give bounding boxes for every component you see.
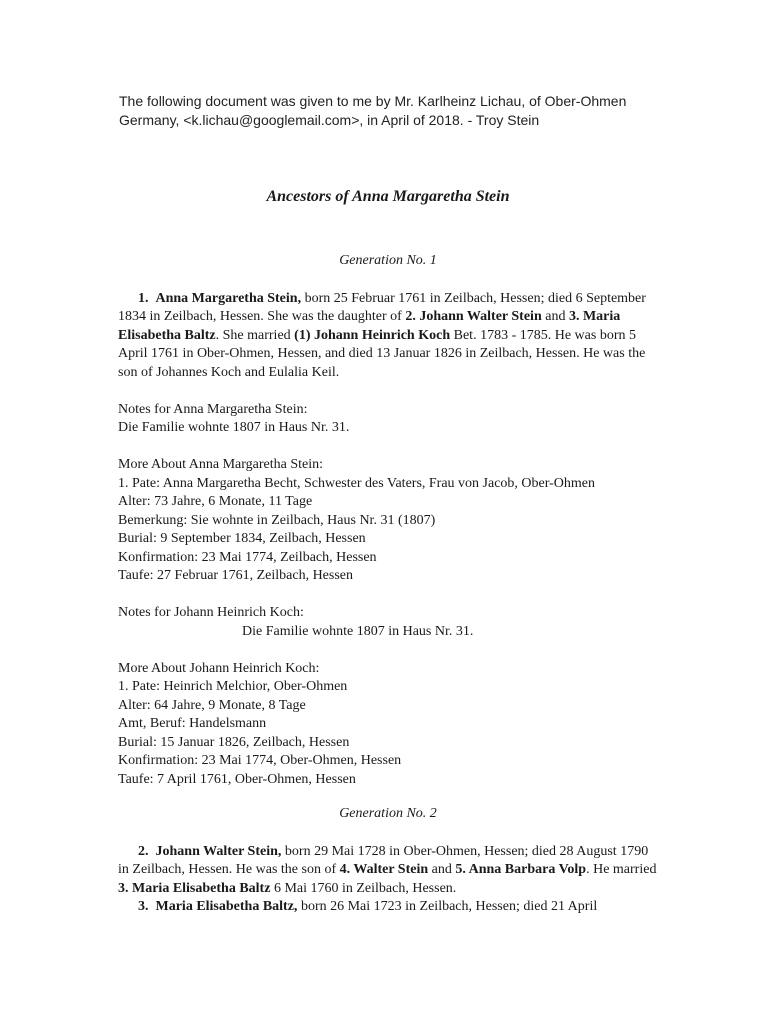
fact-line: 1. Pate: Anna Margaretha Becht, Schwester des Vaters, Frau von Jacob, Ober-Ohmen <box>118 475 596 491</box>
entry-name: Anna Margaretha Stein, <box>155 290 302 306</box>
entry-text: and <box>428 862 456 877</box>
fact-line: Amt, Beruf: Handelsmann <box>118 716 267 731</box>
intro-note: The following document was given to me by Mr. Karlheinz Lichau, of Ober-Ohmen Germany, <k.lichau@googlemail.com>, in April of 2018. - Troy Stein <box>119 93 627 128</box>
entry-text: born 25 Februar 1761 in Zeilbach, Hessen; died 6 September 1834 in Zeilbach, Hessen. She was the daughter of <box>118 290 646 324</box>
notes-text: Die Familie wohnte 1807 in Haus Nr. 31. <box>242 623 474 639</box>
mother-name: 3. Maria Elisabetha Baltz <box>118 309 621 343</box>
more-about-anna <box>118 456 658 586</box>
entry-maria-elisabetha-baltz <box>118 898 658 917</box>
notes-text: Die Familie wohnte 1807 in Haus Nr. 31. <box>118 420 350 435</box>
fact-line: Burial: 15 Januar 1826, Zeilbach, Hessen <box>118 734 350 750</box>
entry-text: . He married <box>586 862 657 877</box>
fact-line: Taufe: 7 April 1761, Ober-Ohmen, Hessen <box>118 771 356 787</box>
fact-line: Taufe: 27 Februar 1761, Zeilbach, Hessen <box>118 568 353 583</box>
entry-number: 3. <box>138 899 149 914</box>
spouse-name: 3. Maria Elisabetha Baltz <box>118 880 271 896</box>
entry-johann-walter-stein <box>118 843 658 899</box>
fact-line: Burial: 9 September 1834, Zeilbach, Hessen <box>118 531 366 546</box>
notes-anna <box>118 401 658 438</box>
entry-text: born 26 Mai 1723 in Zeilbach, Hessen; died 21 April <box>297 899 598 914</box>
entry-text: Bet. 1783 - 1785. He was born 5 April 1761 in Ober-Ohmen, Hessen, and died 13 Januar 1826 in Zeilbach, Hessen. He was the son of Johannes Koch and Eulalia Keil. <box>118 327 646 380</box>
entry-text: and <box>541 309 569 324</box>
generation-2-heading: Generation No. 2 <box>339 806 437 821</box>
generation-1-heading: Generation No. 1 <box>339 253 437 268</box>
entry-number: 1. <box>138 290 149 306</box>
fact-line: Alter: 64 Jahre, 9 Monate, 8 Tage <box>118 697 306 713</box>
more-about-heading: More About Johann Heinrich Koch: <box>118 660 320 676</box>
document-body <box>118 186 658 917</box>
father-name: 2. Johann Walter Stein <box>405 309 542 324</box>
notes-heading: Notes for Anna Margaretha Stein: <box>118 401 308 417</box>
more-about-johann <box>118 660 658 790</box>
notes-heading: Notes for Johann Heinrich Koch: <box>118 605 304 620</box>
spouse-name: (1) Johann Heinrich Koch <box>294 327 451 343</box>
father-name: 4. Walter Stein <box>339 862 429 877</box>
entry-text: born 29 Mai 1728 in Ober-Ohmen, Hessen; died 28 August 1790 in Zeilbach, Hessen. He was the son of <box>118 843 649 877</box>
notes-johann <box>118 604 658 641</box>
fact-line: Bemerkung: Sie wohnte in Zeilbach, Haus Nr. 31 (1807) <box>118 512 436 528</box>
entry-name: Johann Walter Stein, <box>155 843 282 859</box>
more-about-heading: More About Anna Margaretha Stein: <box>118 457 324 472</box>
entry-text: . She married <box>215 327 295 343</box>
document-title: Ancestors of Anna Margaretha Stein <box>266 188 510 205</box>
fact-line: 1. Pate: Heinrich Melchior, Ober-Ohmen <box>118 679 348 694</box>
entry-name: Maria Elisabetha Baltz, <box>155 899 298 914</box>
fact-line: Alter: 73 Jahre, 6 Monate, 11 Tage <box>118 494 313 509</box>
fact-line: Konfirmation: 23 Mai 1774, Ober-Ohmen, Hessen <box>118 753 402 768</box>
entry-text: 6 Mai 1760 in Zeilbach, Hessen. <box>270 880 457 896</box>
mother-name: 5. Anna Barbara Volp <box>455 862 587 877</box>
entry-anna-margaretha-stein <box>118 290 658 383</box>
entry-number: 2. <box>138 843 149 859</box>
fact-line: Konfirmation: 23 Mai 1774, Zeilbach, Hessen <box>118 549 377 565</box>
